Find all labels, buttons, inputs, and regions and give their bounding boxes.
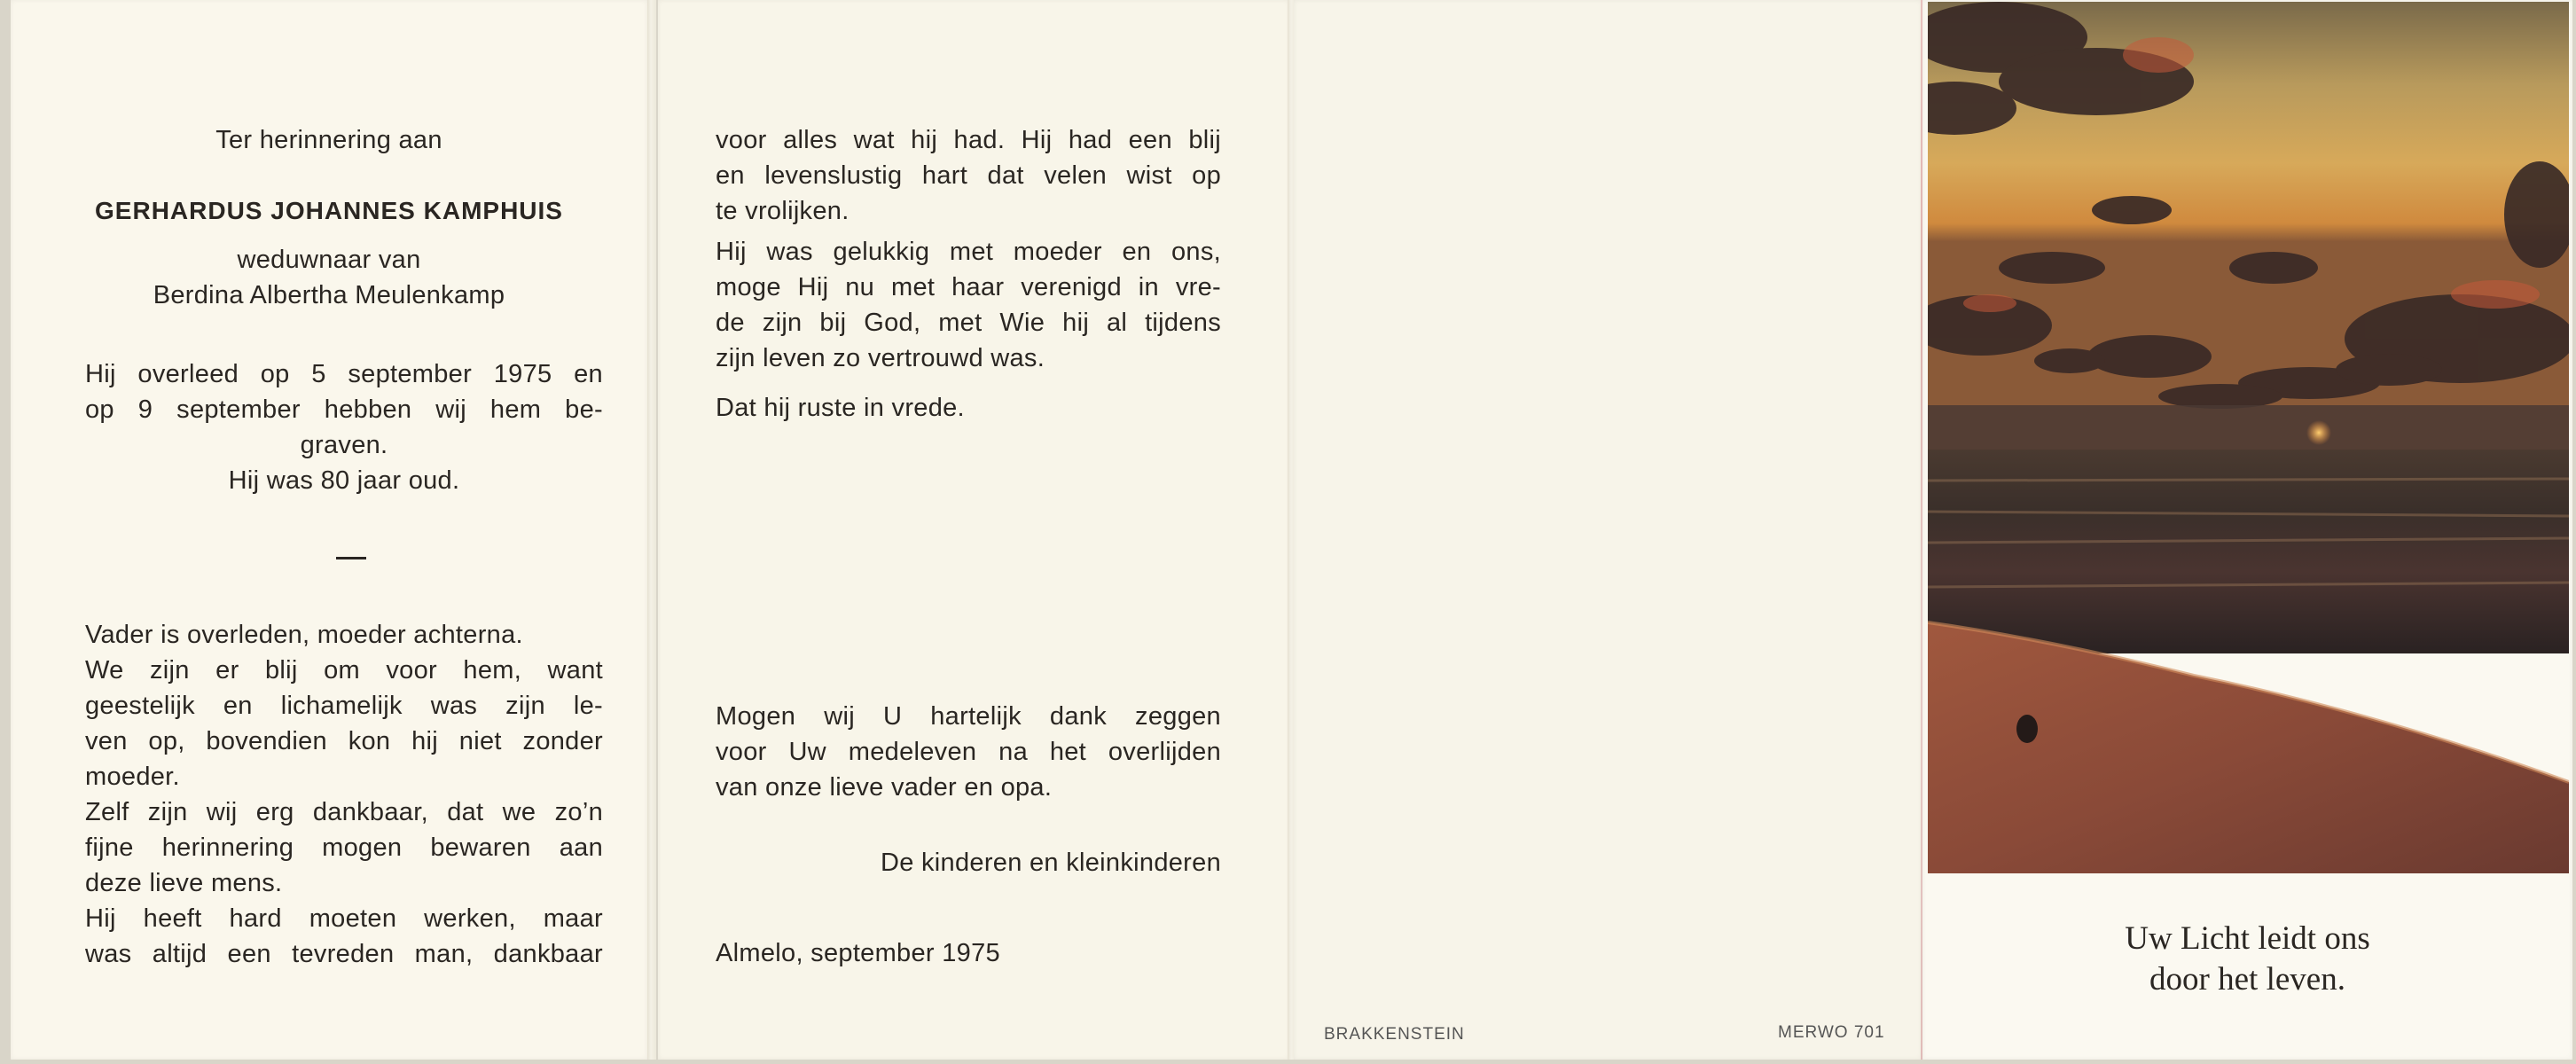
relation-text: weduwnaar van	[237, 246, 421, 274]
spouse-name: Berdina Albertha Meulenkamp	[153, 281, 505, 309]
body-text	[85, 617, 603, 972]
text-line: de zijn bij God, met Wie hij al tijdens	[716, 309, 1221, 337]
card-caption	[1922, 919, 2572, 1000]
place-date: Almelo, september 1975	[716, 939, 1000, 967]
paragraph-3: Dat hij ruste in vrede.	[716, 394, 965, 422]
text-line: en levenslustig hart dat velen wist op	[716, 161, 1221, 190]
text-line: van onze lieve vader en opa.	[716, 773, 1053, 802]
body-line: moeder.	[85, 763, 180, 791]
paragraph-1	[716, 122, 1221, 229]
card-panel-left	[11, 0, 647, 1060]
sunset-sea-photo	[1928, 2, 2569, 873]
text-line: voor alles wat hij had. Hij had een blij	[716, 126, 1221, 154]
death-line: Hij overleed op 5 september 1975 en	[85, 360, 603, 388]
body-line: Hij heeft hard moeten werken, maar	[85, 904, 603, 933]
caption-line: Uw Licht leidt ons	[2125, 920, 2370, 957]
separator-dash	[336, 557, 366, 559]
body-line: ven op, bovendien kon hij niet zonder	[85, 727, 603, 755]
body-line: We zijn er blij om voor hem, want	[85, 656, 603, 685]
body-line: Vader is overleden, moeder achterna.	[85, 621, 523, 649]
thanks-text	[716, 699, 1221, 805]
print-code: MERWO 701	[1778, 1023, 1885, 1042]
card-panel-middle	[658, 0, 1289, 1060]
body-line: deze lieve mens.	[85, 869, 283, 897]
fold-line	[647, 0, 656, 1060]
text-line: voor Uw medeleven na het overlijden	[716, 738, 1221, 766]
card-panel-back	[1294, 0, 1922, 1060]
death-line: Hij was 80 jaar oud.	[228, 466, 460, 495]
text-line: zijn leven zo vertrouwd was.	[716, 344, 1045, 372]
printer-name: BRAKKENSTEIN	[1324, 1025, 1465, 1044]
caption-line: door het leven.	[2149, 961, 2345, 998]
body-line: Zelf zijn wij erg dankbaar, dat we zo’n	[85, 798, 603, 826]
sunset-sea-illustration	[1928, 2, 2569, 873]
death-line: op 9 september hebben wij hem be-	[85, 395, 603, 424]
body-line: fijne herinnering mogen bewaren aan	[85, 833, 603, 862]
text-line: Hij was gelukkig met moeder en ons,	[716, 238, 1221, 266]
intro-text: Ter herinnering aan	[215, 126, 442, 154]
text-line: Mogen wij U hartelijk dank zeggen	[716, 702, 1221, 731]
deceased-name: GERHARDUS JOHANNES KAMPHUIS	[95, 197, 563, 224]
body-line: geestelijk en lichamelijk was zijn le-	[85, 692, 603, 720]
text-line: moge Hij nu met haar verenigd in vre-	[716, 273, 1221, 301]
text-line: te vrolijken.	[716, 197, 850, 225]
signature: De kinderen en kleinkinderen	[880, 849, 1221, 877]
death-notice	[85, 356, 603, 498]
body-line: was altijd een tevreden man, dankbaar	[85, 940, 603, 968]
paragraph-2	[716, 234, 1221, 376]
death-line: graven.	[300, 431, 388, 459]
